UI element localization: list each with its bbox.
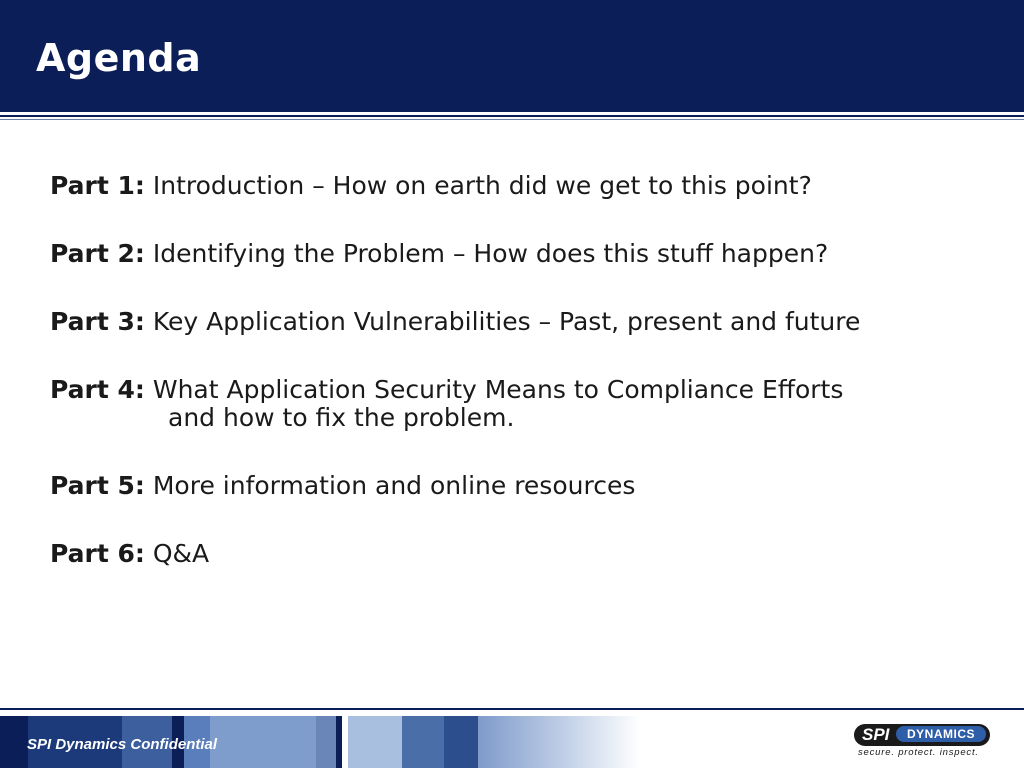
agenda-item-part-1 bbox=[50, 172, 980, 200]
part-label: Part 4: bbox=[50, 375, 145, 404]
confidential-label: SPI Dynamics Confidential bbox=[27, 736, 218, 753]
header-divider bbox=[0, 115, 1024, 117]
part-description: What Application Security Means to Compliance Efforts and how to fix the problem. bbox=[152, 375, 844, 432]
part-label: Part 6: bbox=[50, 539, 145, 568]
logo-dynamics-text: DYNAMICS bbox=[896, 726, 986, 742]
agenda-item-part-2 bbox=[50, 240, 980, 268]
title-bar bbox=[0, 0, 1024, 112]
part-description: Introduction – How on earth did we get to this point? bbox=[152, 171, 812, 200]
part-label: Part 3: bbox=[50, 307, 145, 336]
spi-dynamics-logo bbox=[852, 722, 994, 760]
part-description: More information and online resources bbox=[152, 471, 636, 500]
part-label: Part 1: bbox=[50, 171, 145, 200]
part-description: Key Application Vulnerabilities – Past, present and future bbox=[152, 307, 861, 336]
part-label: Part 5: bbox=[50, 471, 145, 500]
slide-title: Agenda bbox=[36, 36, 202, 80]
part-description: Identifying the Problem – How does this stuff happen? bbox=[152, 239, 829, 268]
agenda-item-part-4 bbox=[50, 376, 980, 432]
footer-divider bbox=[0, 708, 1024, 710]
part-description: Q&A bbox=[152, 539, 210, 568]
logo-tagline: secure. protect. inspect. bbox=[858, 747, 979, 758]
agenda-item-part-6 bbox=[50, 540, 980, 568]
header-divider-thin bbox=[0, 119, 1024, 120]
part-label: Part 2: bbox=[50, 239, 145, 268]
agenda-item-part-5 bbox=[50, 472, 980, 500]
agenda-item-part-3 bbox=[50, 308, 980, 336]
agenda-list bbox=[50, 172, 980, 608]
logo-spi-text: SPI bbox=[862, 725, 890, 744]
